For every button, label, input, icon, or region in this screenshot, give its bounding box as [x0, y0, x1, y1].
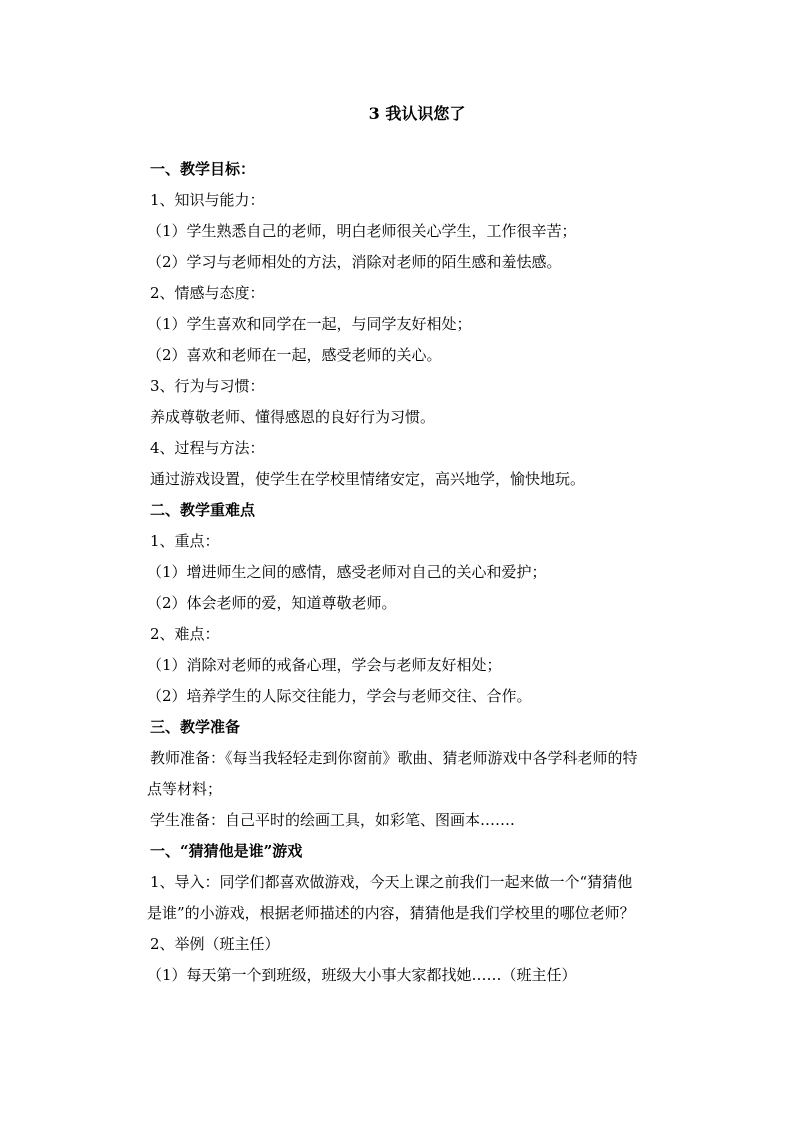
prep-teacher-line-1: 教师准备：《每当我轻轻走到你窗前》歌曲、猜老师游戏中各学科老师的特	[150, 749, 638, 767]
prep-student-line: 学生准备：自己平时的绘画工具，如彩笔、图画本…….	[150, 811, 515, 829]
section-heading: 二、教学重难点	[150, 501, 256, 519]
example-heading: 2、举例（班主任）	[150, 935, 280, 953]
page-title: 3 我认识您了	[368, 104, 466, 123]
section-heading: 三、教学准备	[150, 718, 241, 736]
game-heading: 一、“猜猜他是谁”游戏	[150, 842, 303, 860]
list-item: （1）消除对老师的戒备心理，学会与老师友好相处；	[147, 656, 502, 674]
prep-teacher-line-2: 点等材料；	[147, 780, 223, 798]
subsection-label: 3、行为与习惯：	[150, 377, 265, 395]
list-item: （2）喜欢和老师在一起，感受老师的关心。	[147, 346, 442, 364]
list-item: （1）学生喜欢和同学在一起，与同学友好相处；	[147, 315, 472, 333]
list-item: （2）学习与老师相处的方法，消除对老师的陌生感和羞怯感。	[147, 253, 562, 271]
list-item: （2）培养学生的人际交往能力，学会与老师交往、合作。	[147, 687, 532, 705]
subsection-label: 1、重点：	[150, 532, 220, 550]
list-item: （1）学生熟悉自己的老师，明白老师很关心学生，工作很辛苦；	[147, 222, 577, 240]
subsection-label: 2、难点：	[150, 625, 220, 643]
list-item: （1）增进师生之间的感情，感受老师对自己的关心和爱护；	[147, 563, 547, 581]
body-lines	[147, 154, 674, 743]
paragraph-line: 养成尊敬老师、懂得感恩的良好行为习惯。	[150, 408, 436, 426]
paragraph-line: 通过游戏设置，使学生在学校里情绪安定，高兴地学，愉快地玩。	[150, 470, 586, 488]
list-item: （2）体会老师的爱，知道尊敬老师。	[147, 594, 397, 612]
section-heading: 一、教学目标：	[150, 160, 256, 178]
intro-line-1: 1、导入：同学们都喜欢做游戏，今天上课之前我们一起来做一个“猜猜他	[150, 873, 633, 891]
subsection-label: 1、知识与能力：	[150, 191, 265, 209]
intro-line-2: 是谁”的小游戏，根据老师描述的内容，猜猜他是我们学校里的哪位老师？	[147, 904, 635, 922]
example-item: （1）每天第一个到班级，班级大小事大家都找她……（班主任）	[147, 966, 577, 984]
subsection-label: 4、过程与方法：	[150, 439, 265, 457]
subsection-label: 2、情感与态度：	[150, 284, 265, 302]
